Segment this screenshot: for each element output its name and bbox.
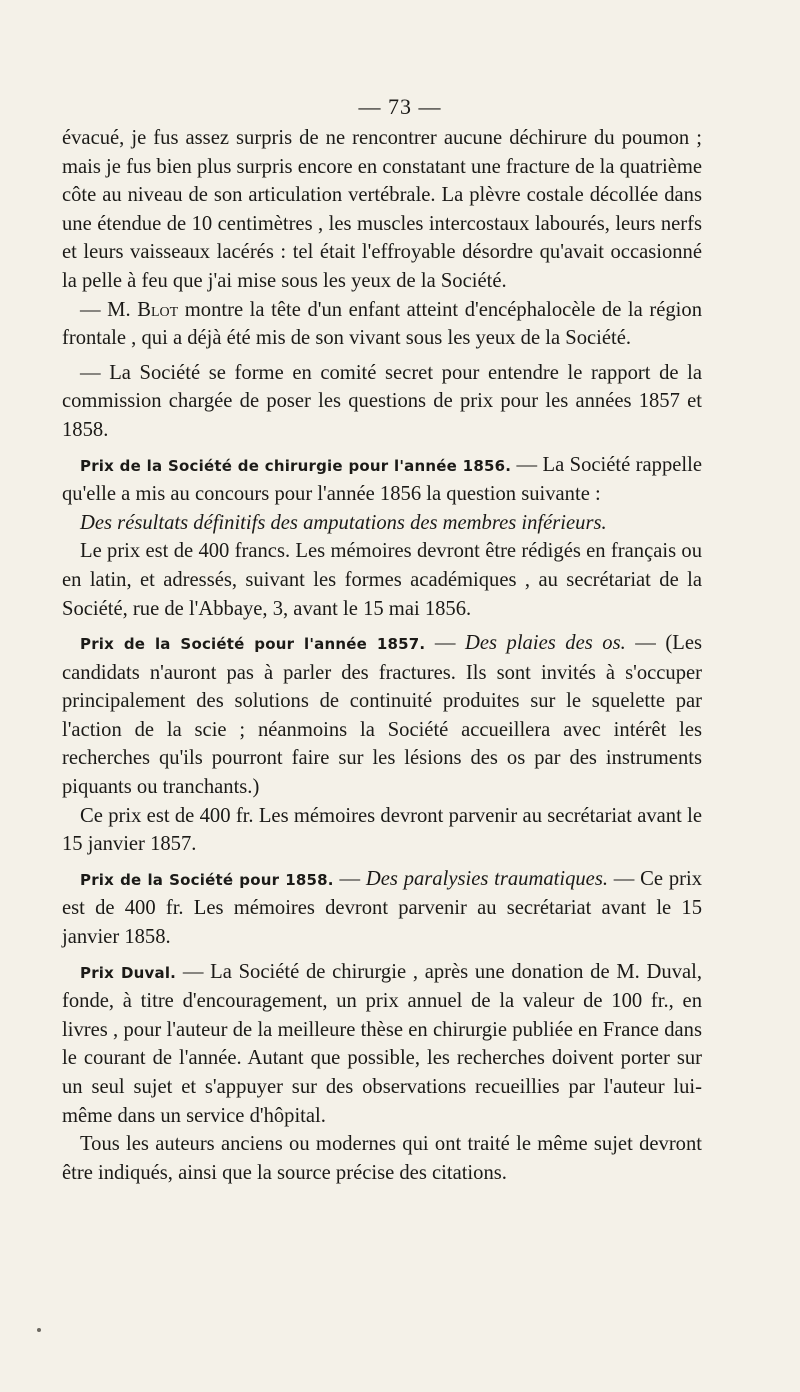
page-body	[62, 92, 702, 1187]
dash-prefix: — M.	[80, 298, 138, 321]
paragraph-auteurs: Tous les auteurs anciens ou modernes qui ont traité le même sujet devront être indiqués, ainsi que la source précise des citations.	[62, 1133, 702, 1184]
prix-1857-dash: —	[425, 632, 465, 655]
prix-1856-text: — La Société rappelle qu'elle a mis au concours pour l'année 1856 la question suivante :	[62, 453, 703, 506]
name-blot: Blot	[137, 298, 179, 321]
paragraph-continuation: évacué, je fus assez surpris de ne rencontrer aucune déchirure du poumon ; mais je fus bien plus surpris encore en constatant une fracture de la quatrième côte au niveau de son articulation vertébrale. La plèvre costale décollée dans une étendue de 10 centimètres , les muscles intercostaux labourés, leurs nerfs et leurs vaisseaux lacérés : tel était l'effroyable désordre qu'avait occasionné la pelle à feu que j'ai mise sous les yeux de la Société.	[62, 127, 702, 292]
prix-1858-text: — Ce prix est de 400 fr. Les mémoires devront parvenir au secrétariat avant le 15 janvier 1858.	[62, 867, 703, 949]
question-1856-text: Des résultats définitifs des amputations des membres inférieurs.	[80, 511, 607, 534]
prix-1857-text: — (Les candidats n'auront pas à parler des fractures. Ils sont invités à s'occuper principalement des solutions de continuité produites sur le squelette par l'action de la scie ; néanmoins la Société accueillera avec intérêt les recherches qu'ils pourront faire sur les lésions des os par des instruments piquants ou tranchants.)	[62, 632, 703, 799]
paragraph-prix-1857	[62, 629, 702, 802]
conditions-1857: Ce prix est de 400 fr. Les mémoires devront parvenir au secrétariat avant le 15 janvier 1857.	[62, 804, 702, 856]
prix-duval-text: — La Société de chirurgie , après une donation de M. Duval, fonde, à titre d'encouragement, un prix annuel de la valeur de 100 fr., en livres , pour l'auteur de la meilleure thèse en chirurgie publiée en France dans le courant de l'année. Autant que possible, les recherches doivent porter sur un seul sujet et s'appuyer sur des observations recueillies par l'auteur lui-même dans un service d'hôpital.	[62, 960, 702, 1127]
paragraph-comite: — La Société se forme en comité secret pour entendre le rapport de la commission chargée de poser les questions de prix pour les années 1857 et 1858.	[62, 361, 702, 441]
prix-1857-subject: Des plaies des os.	[464, 632, 626, 655]
conditions-1856: Le prix est de 400 francs. Les mémoires devront être rédigés en français ou en latin, et adressés, suivant les formes académiques , au secrétariat de la Société, rue de l'Abbaye, 3, avant le 15 mai 1856.	[62, 540, 702, 620]
paragraph-prix-duval	[62, 958, 702, 1131]
page-number: — 73 —	[358, 94, 442, 119]
paragraph-prix-1856	[62, 451, 702, 509]
question-1856	[62, 509, 702, 538]
heading-prix-1857: Prix de la Société pour l'année 1857.	[80, 635, 426, 654]
blot-text: montre la tête d'un enfant atteint d'encéphalocèle de la région frontale , qui a déjà été mis de son vivant sous les yeux de la Société.	[62, 298, 702, 350]
paragraph-blot	[62, 296, 702, 353]
prix-1858-subject: Des paralysies traumatiques.	[365, 867, 608, 890]
heading-prix-1858: Prix de la Société pour 1858.	[80, 870, 334, 889]
heading-prix-duval: Prix Duval.	[80, 963, 177, 982]
paper-speck	[37, 1328, 41, 1332]
heading-prix-1856: Prix de la Société de chirurgie pour l'année 1856.	[80, 456, 512, 475]
paragraph-prix-1858	[62, 865, 702, 952]
prix-1858-dash: —	[333, 867, 366, 890]
